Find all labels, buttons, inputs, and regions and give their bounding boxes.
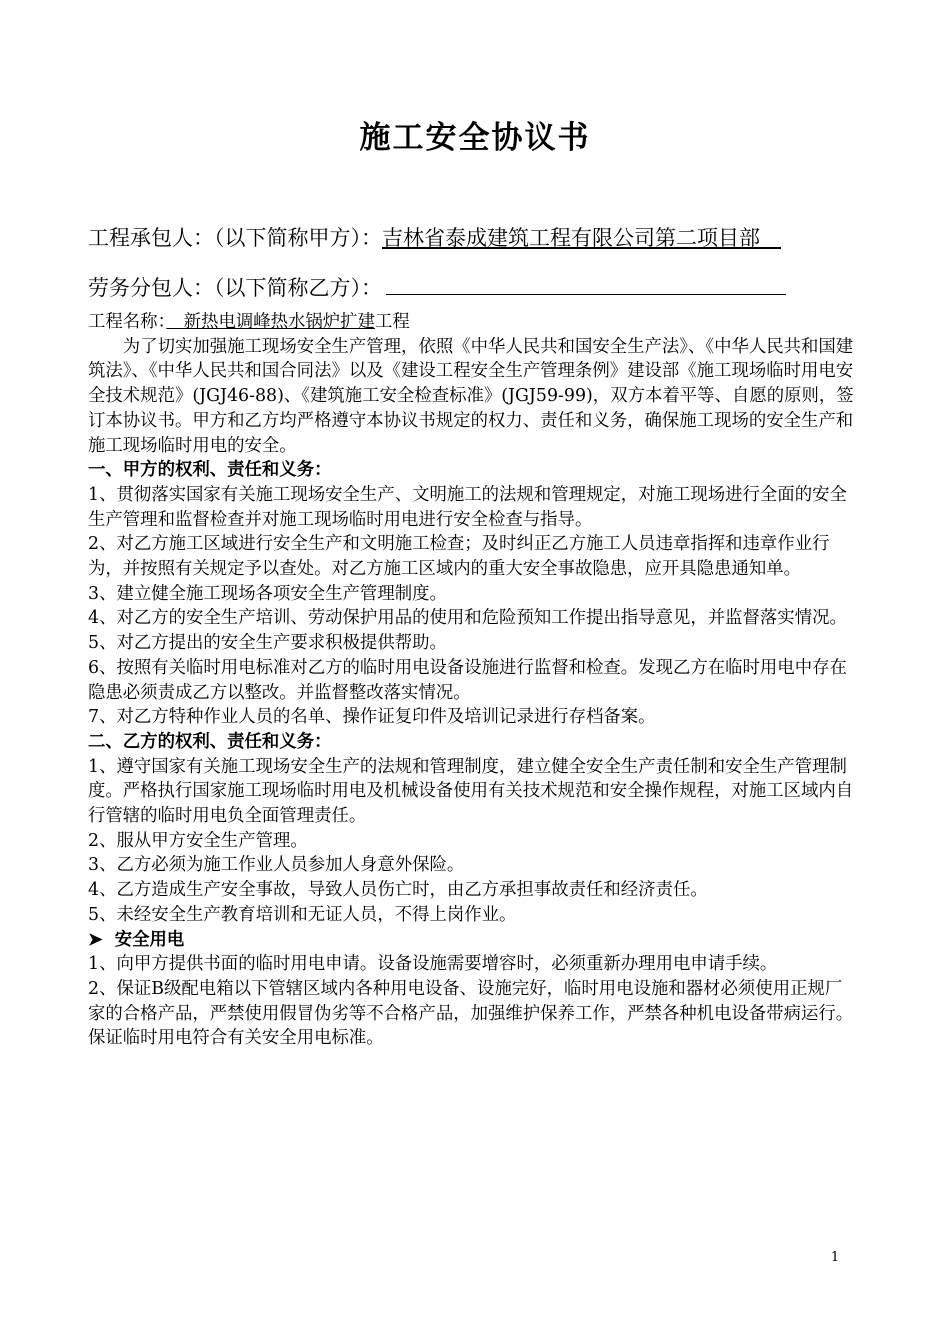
project-line	[88, 310, 856, 335]
page-number: 1	[830, 1250, 840, 1265]
section1-item: 6、按照有关临时用电标准对乙方的临时用电设备设施进行监督和检查。发现乙方在临时用电中存在隐患必须责成乙方以整改。并监督整改落实情况。	[88, 657, 847, 703]
project-suffix: 工程	[374, 312, 410, 332]
section2-item: 2、服从甲方安全生产管理。	[88, 830, 308, 851]
section2-item: 4、乙方造成生产安全事故，导致人员伤亡时，由乙方承担事故责任和经济责任。	[88, 880, 708, 901]
section2-heading: 二、乙方的权利、责任和义务：	[88, 731, 332, 752]
party-b-line	[88, 272, 786, 302]
document-body	[88, 310, 856, 1051]
party-b-blank	[386, 274, 786, 295]
section1-heading: 一、甲方的权利、责任和义务：	[88, 460, 332, 481]
party-a-label: 工程承包人：（以下简称甲方）：	[88, 226, 382, 250]
section1-item: 1、贯彻落实国家有关施工现场安全生产、文明施工的法规和管理规定，对施工现场进行全面的安全生产管理和监督检查并对施工现场临时用电进行安全检查与指导。	[88, 484, 847, 530]
project-name: 新热电调峰热水锅炉扩建	[166, 312, 375, 332]
section2-item: 1、遵守国家有关施工现场安全生产的法规和管理制度，建立健全安全生产责任制和安全生产管理制度。严格执行国家施工现场临时用电及机械设备使用有关技术规范和安全操作规程，对施工区域内自行管辖的临时用电负全面管理责任。	[88, 756, 854, 827]
document-title: 施工安全协议书	[359, 120, 591, 156]
party-a-line	[88, 222, 781, 252]
section1-item: 3、建立健全施工现场各项安全生产管理制度。	[88, 583, 447, 604]
project-label: 工程名称：	[88, 312, 167, 332]
party-a-value: 吉林省泰成建筑工程有限公司第二项目部	[382, 226, 781, 250]
section1-item: 5、对乙方提出的安全生产要求积极提供帮助。	[88, 633, 447, 654]
section1-item: 7、对乙方特种作业人员的名单、操作证复印件及培训记录进行存档备案。	[88, 707, 656, 728]
section3-item: 2、保证B级配电箱以下管辖区域内各种用电设备、设施完好，临时用电设施和器材必须使用正规厂家的合格产品，严禁使用假冒伪劣等不合格产品，加强维护保养工作，严禁各种机电设备带病运行。保证临时用电符合有关安全用电标准。	[88, 978, 854, 1049]
section1-item: 2、对乙方施工区域进行安全生产和文明施工检查；及时纠正乙方施工人员违章指挥和违章作业行为，并按照有关规定予以查处。对乙方施工区域内的重大安全事故隐患，应开具隐患通知单。	[88, 534, 830, 580]
intro-paragraph: 为了切实加强施工现场安全生产管理，依照《中华人民共和国安全生产法》、《中华人民共和国建筑法》、《中华人民共和国合同法》以及《建设工程安全生产管理条例》建设部《施工现场临时用电安全技术规范》(JGJ46-88)、《建筑施工安全检查标准》(JGJ59-99)，双方本着平等、自愿的原则，签订本协议书。甲方和乙方均严格遵守本协议书规定的权力、责任和义务，确保施工现场的安全生产和施工现场临时用电的安全。	[88, 336, 854, 456]
section3-item: 1、向甲方提供书面的临时用电申请。设备设施需要增容时，必须重新办理用电申请手续。	[88, 954, 778, 975]
arrow-bullet-icon: ➤	[88, 929, 103, 950]
section3-heading-line	[88, 928, 856, 953]
section2-item: 3、乙方必须为施工作业人员参加人身意外保险。	[88, 855, 465, 876]
section1-item: 4、对乙方的安全生产培训、劳动保护用品的使用和危险预知工作提出指导意见，并监督落实情况。	[88, 608, 847, 629]
party-b-label: 劳务分包人：（以下简称乙方）：	[88, 276, 382, 300]
section2-item: 5、未经安全生产教育培训和无证人员，不得上岗作业。	[88, 904, 517, 925]
section3-heading: 安全用电	[114, 929, 185, 950]
